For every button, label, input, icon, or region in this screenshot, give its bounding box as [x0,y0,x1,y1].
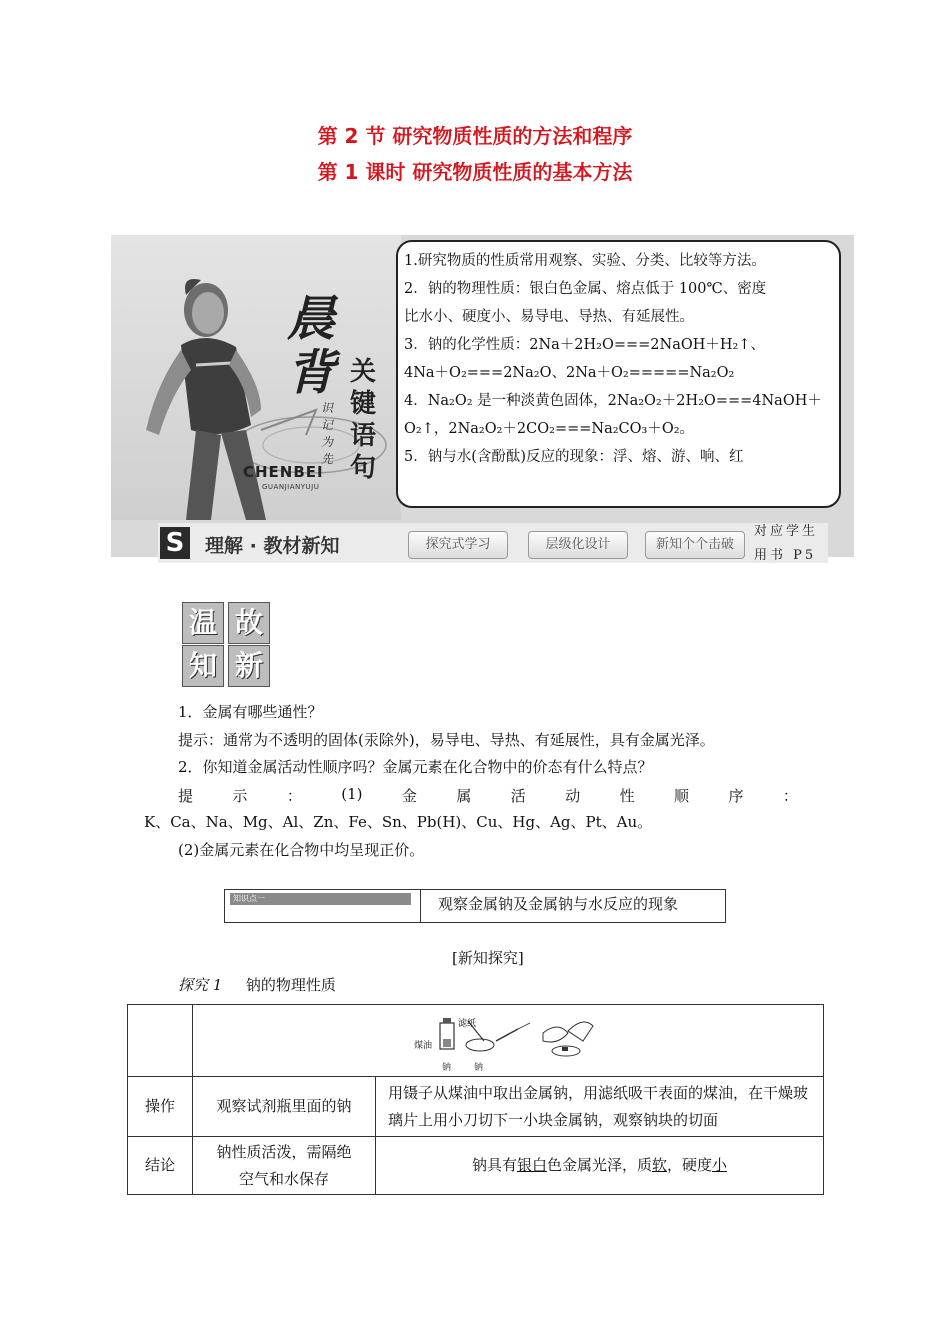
tab-inquiry-learning: 探究式学习 [408,531,508,559]
key-point-line: 4．Na₂O₂ 是一种淡黄色固体，2Na₂O₂＋2H₂O===4NaOH＋ [404,393,822,409]
spread-token: 提 [178,787,194,805]
spread-token: ： [286,787,302,805]
banner-latin-sub: GUANJIANYUJU [262,483,320,491]
explore-heading [178,975,336,995]
banner-side-char: 语 [349,421,376,451]
lesson-title: 第 1 课时 研究物质性质的基本方法 [317,160,633,184]
conclusion-properties [376,1137,824,1195]
spread-token: ： [782,787,798,805]
page-reference [754,520,834,568]
chapter-title: 第 2 节 研究物质性质的方法和程序 [317,124,633,148]
figure-label-filter-paper: 滤纸 [458,1018,477,1029]
review-answer-2-point2: (2)金属元素在化合物中均呈现正价。 [178,841,425,859]
banner-side-char: 句 [349,453,376,483]
explore-label: 探究 1 [178,976,223,994]
key-point-line: 2．钠的物理性质：银白色金属、熔点低于 100℃、密度 [404,281,767,297]
spread-token: (1) [341,785,363,803]
apparatus-drawing [408,1011,608,1071]
key-point-line: 3．钠的化学性质：2Na＋2H₂O===2NaOH＋H₂↑、 [404,337,765,353]
banner-small-char: 识 [321,401,334,415]
banner-char-bei: 背 [287,345,336,401]
conclusion-text: 钠具有 [471,1156,517,1174]
section-title: 理解 · 教材新知 [205,535,340,557]
spread-token: 顺 [674,787,690,805]
spread-token: 属 [456,787,472,805]
spread-token: 性 [619,787,635,805]
banner-side-char: 关 [349,357,376,387]
review-question-2: 2．你知道金属活动性顺序吗？金属元素在化合物中的价态有什么特点？ [178,758,653,776]
knowledge-point-divider [420,889,421,923]
spread-token: 示 [232,787,248,805]
row-head-conclusion: 结论 [128,1137,193,1195]
table-corner-cell [128,1005,193,1077]
banner-small-char: 记 [321,418,334,432]
answer-small: 小 [712,1156,728,1174]
key-point-line: 4Na＋O₂===2Na₂O、2Na＋O₂=====Na₂O₂ [404,365,735,381]
page-ref-line2: 用书 P5 [754,548,817,563]
figure-cell [193,1005,824,1077]
page-ref-line1: 对应学生 [754,524,819,539]
tab-tiered-design: 层级化设计 [528,531,628,559]
banner-latin: CHENBEI [243,463,324,481]
figure-label-kerosene: 煤油 [414,1040,433,1051]
activity-series: K、Ca、Na、Mg、Al、Zn、Fe、Sn、Pb(H)、Cu、Hg、Ag、Pt、Au。 [144,813,653,831]
banner-small-char: 为 [321,435,334,449]
spread-token: 动 [565,787,581,805]
banner-big-chars [287,292,343,400]
review-answer-2-spread [178,785,798,806]
knowledge-point-title: 观察金属钠及金属钠与水反应的现象 [438,895,679,913]
conclusion-text: 色金属光泽，质 [546,1156,652,1174]
tab-knowledge-breakdown: 新知个个击破 [645,531,745,559]
banner-small-vertical [321,400,337,468]
review-char-xin: 新 [228,645,270,687]
key-point-line: 5．钠与水(含酚酞)反应的现象：浮、熔、游、响、红 [404,449,744,465]
apparatus-figure [408,1011,608,1071]
operation-observe: 观察试剂瓶里面的钠 [193,1077,376,1137]
answer-soft: 软 [652,1156,668,1174]
explore-table [127,1004,824,1195]
key-point-line: 比水小、硬度小、易导电、导热、有延展性。 [404,309,694,325]
review-char-zhi: 知 [182,645,224,687]
key-point-line: O₂↑，2Na₂O₂＋2CO₂===Na₂CO₃＋O₂。 [404,421,695,437]
review-question-1: 1．金属有哪些通性？ [178,703,323,721]
key-points-card [396,240,841,508]
banner-small-char: 先 [321,452,334,466]
review-answer-1: 提示：通常为不透明的固体(汞除外)，易导电、导热、有延展性，具有金属光泽。 [178,731,715,749]
banner-char-chen: 晨 [287,291,336,347]
conclusion-text: ，硬度 [667,1156,713,1174]
spread-token: 活 [510,787,526,805]
banner-side-char: 键 [349,389,376,419]
review-char-wen: 温 [182,602,224,644]
operation-procedure: 用镊子从煤油中取出金属钠，用滤纸吸干表面的煤油，在干燥玻璃片上用小刀切下一小块金属钠，观察钠块的切面 [376,1077,824,1137]
spread-token: 序 [728,787,744,805]
spread-token: 金 [401,787,417,805]
key-point-line: 1.研究物质的性质常用观察、实验、分类、比较等方法。 [404,253,766,269]
review-char-gu: 故 [228,602,270,644]
section-s-icon: S [160,527,190,559]
conclusion-storage: 钠性质活泼，需隔绝空气和水保存 [193,1137,376,1195]
row-head-operation: 操作 [128,1077,193,1137]
banner-side-chars [346,356,380,484]
figure-label-sodium-plate: 钠 [474,1062,484,1073]
answer-silver-white: 银白 [516,1156,547,1174]
knowledge-point-tag: 知识点一 [230,893,411,905]
new-knowledge-label: [新知探究] [452,949,524,967]
explore-title: 钠的物理性质 [245,976,336,994]
figure-label-sodium-bottle: 钠 [442,1062,452,1073]
